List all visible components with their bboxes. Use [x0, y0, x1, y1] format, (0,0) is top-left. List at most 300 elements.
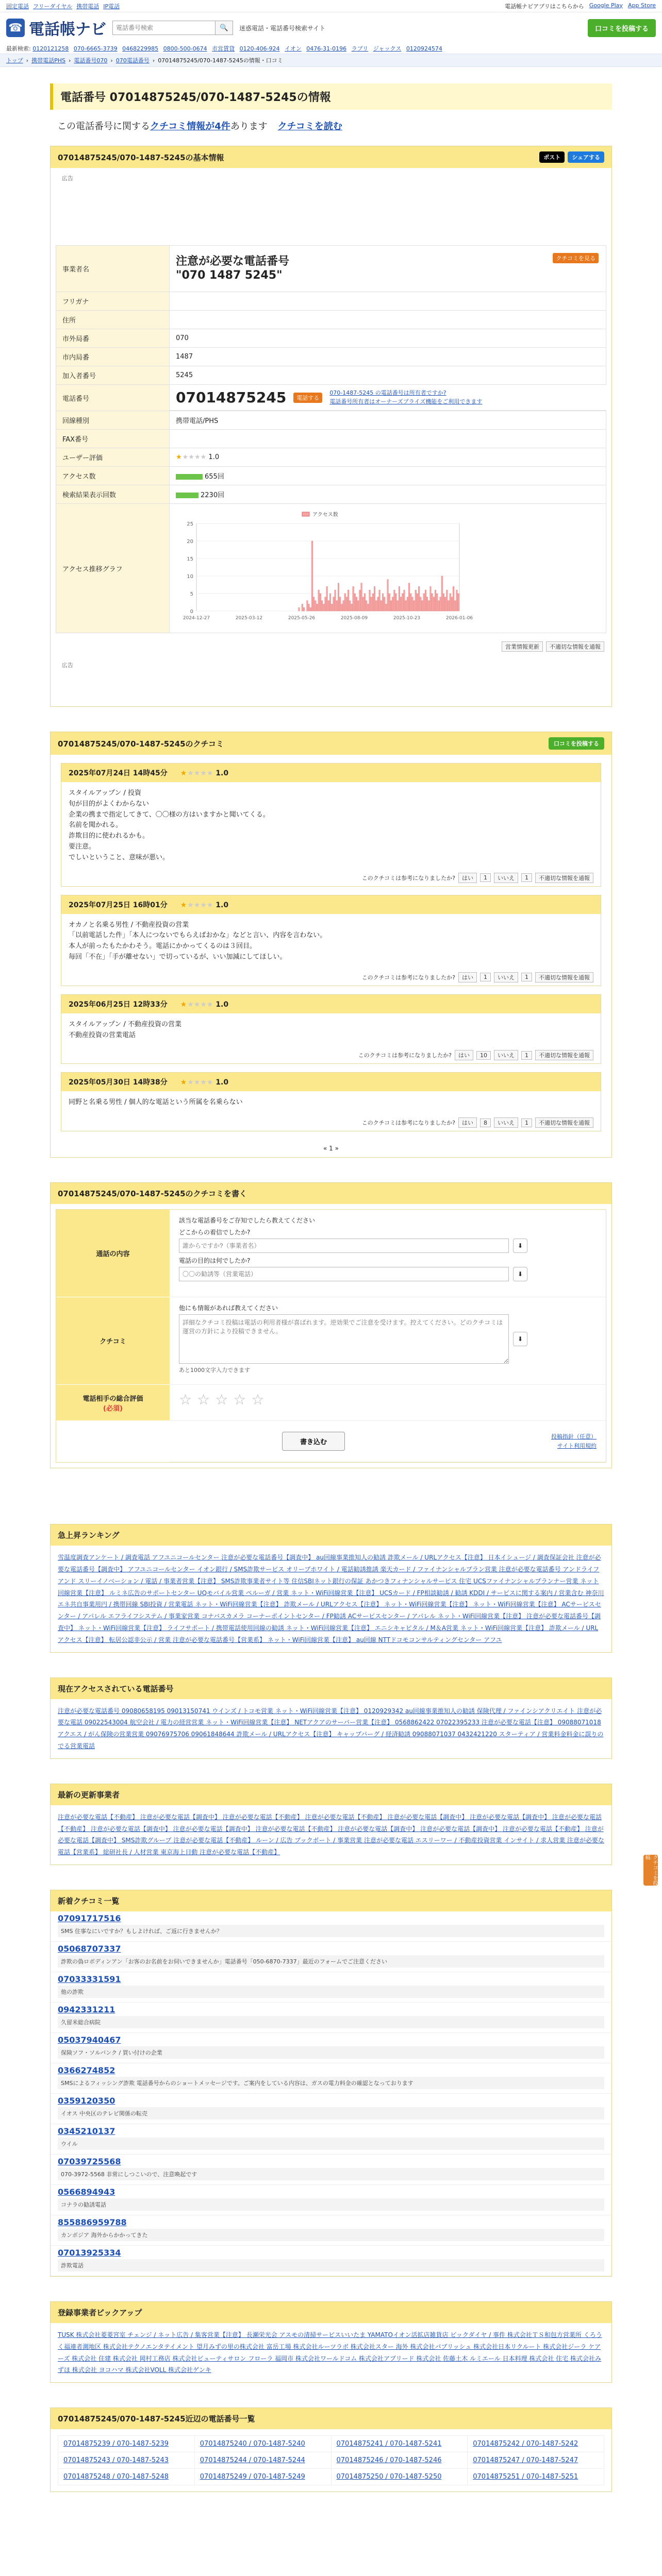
- breadcrumb-item[interactable]: トップ: [6, 57, 23, 64]
- report-review-button[interactable]: 不適切な情報を通報: [535, 1050, 593, 1060]
- helpful-yes-button[interactable]: はい: [458, 1117, 477, 1128]
- new-review-text: 保険ソフ・ソルバンク / 買い付けの企業: [58, 2046, 604, 2059]
- new-review-text: ウイル: [58, 2138, 604, 2150]
- chart-bar: [456, 590, 458, 611]
- subscriber-number: 5245: [170, 366, 606, 385]
- new-review-number[interactable]: 05068707337: [58, 1943, 121, 1954]
- new-review-number[interactable]: 0345210137: [58, 2126, 115, 2136]
- breadcrumb: トップ › 携帯電話PHS › 電話番号070 › 070電話番号 › 07014875245/070-1487-5245の情報・口コミ: [0, 54, 662, 67]
- chart-x-tick: 2025-10-23: [393, 616, 421, 621]
- review-feedback: このクチコミは参考になりましたか? はい 1 いいえ 1 不適切な情報を通報: [61, 969, 601, 986]
- new-review-item: [51, 2155, 611, 2185]
- chart-bar: [392, 597, 393, 611]
- chart-y-tick: 10: [187, 574, 193, 580]
- chart-y-tick: 25: [187, 521, 193, 527]
- comment-textarea[interactable]: [179, 1314, 509, 1364]
- rating-input-stars[interactable]: ☆☆☆☆☆: [170, 1385, 606, 1421]
- logo-text: 電話帳ナビ: [29, 21, 106, 39]
- chart-bar: [446, 590, 448, 611]
- chart-bar: [361, 583, 362, 611]
- chart-bar: [308, 604, 310, 611]
- nearby-number-link[interactable]: 07014875246 / 070-1487-5246: [336, 2456, 442, 2465]
- ranking-header: 急上昇ランキング: [51, 1524, 611, 1546]
- nearby-grid: [58, 2435, 604, 2485]
- review-stars: ★: [180, 1078, 188, 1087]
- chart-bar: [326, 586, 328, 611]
- chart-x-tick: 2024-12-27: [183, 616, 210, 621]
- new-reviews-panel: [50, 1890, 612, 2277]
- new-review-item: [51, 2246, 611, 2276]
- chart-y-tick: 20: [187, 539, 193, 545]
- comment-mic-icon[interactable]: ⬇: [513, 1332, 527, 1346]
- review-feedback: このクチコミは参考になりましたか? はい 8 いいえ 1 不適切な情報を通報: [61, 1114, 601, 1131]
- helpful-no-button[interactable]: いいえ: [494, 1117, 518, 1128]
- chart-bar: [362, 597, 364, 611]
- new-review-text: 久留米総合病院: [58, 2016, 604, 2028]
- chart-bar: [336, 601, 338, 611]
- chart-bar: [418, 586, 420, 611]
- review-stars: ★: [180, 901, 188, 909]
- chart-bar: [374, 586, 375, 611]
- chart-bar: [390, 601, 392, 611]
- nearby-panel: [50, 2408, 612, 2492]
- chart-legend: アクセス数: [312, 512, 338, 518]
- submit-review-button[interactable]: 書き込む: [282, 1432, 345, 1451]
- accessed-header: 現在アクセスされている電話番号: [51, 1678, 611, 1699]
- chart-bar: [404, 590, 405, 611]
- recent-searches-label: 最新検索:: [6, 45, 31, 52]
- rating-value: 1.0: [208, 453, 220, 461]
- chart-bar: [364, 594, 366, 611]
- content-label: 通話の内容: [56, 1210, 170, 1297]
- chart-x-tick: 2025-03-12: [235, 616, 263, 621]
- recent-search-item[interactable]: 市営賃貸: [212, 45, 235, 52]
- nearby-number-link[interactable]: 07014875244 / 070-1487-5244: [200, 2456, 305, 2465]
- chart-bar: [349, 601, 351, 611]
- chart-bar: [412, 597, 413, 611]
- nearby-number-link[interactable]: 07014875249 / 070-1487-5249: [200, 2473, 305, 2481]
- chart-bar: [386, 604, 387, 611]
- nearby-number-link[interactable]: 07014875240 / 070-1487-5240: [200, 2440, 305, 2448]
- review-notice: この電話番号に関するクチコミ情報が4件あります クチコミを読む: [57, 121, 342, 132]
- basic-info-table: 事業者名 注意が必要な電話番号 "070 1487 5245" クチコミを見る フリガナ 住所 市外局番 070 市内局番 1487 加入者番号 5245 電話番号 07014875245 電話する 070-1487-5245 の電話番号は所有者ですか? 電話番号所有者はオーナーズプライズ機能をご利用できます 回線種別 携帯電話/PHS FAX番号 ユーザー評価 ★★★★★ 1.0 アクセス数 655回 検索結果表示回数 2230回 アクセス推移グラフ 0 5 10 15 20 25 2024-12-27 2025-03-12 2025-05-26 2025-08-09 2025-10-23 2026-01-06 アクセス数: [56, 245, 606, 633]
- read-reviews-link[interactable]: クチコミを読む: [277, 121, 342, 132]
- search-bar: [176, 493, 198, 498]
- chart-bar: [444, 597, 446, 611]
- nearby-number-link[interactable]: 07014875239 / 070-1487-5239: [63, 2440, 169, 2448]
- chart-bar: [339, 597, 341, 611]
- recent-search-item[interactable]: 0120121258: [32, 45, 69, 52]
- nearby-header: 07014875245/070-1487-5245近辺の電話番号一覧: [51, 2408, 611, 2429]
- new-review-number[interactable]: 07033331591: [58, 1974, 121, 1984]
- chart-bar: [359, 590, 361, 611]
- new-review-text: SMSによるフィッシング詐欺 電話番号からのショートメッセージです。ご案内をしている内容は、ガスの電力料金の確認となっております: [58, 2077, 604, 2089]
- chart-bar: [379, 590, 380, 611]
- search-input[interactable]: [112, 21, 216, 35]
- chart-legend-swatch: [302, 512, 309, 516]
- nearby-number-link[interactable]: 07014875242 / 070-1487-5242: [473, 2440, 578, 2448]
- chart-bar: [438, 601, 440, 611]
- purpose-dropdown-icon[interactable]: ⬇: [513, 1267, 527, 1281]
- chart-bar: [425, 590, 426, 611]
- char-hint: あと1000文字入力できます: [179, 1367, 250, 1374]
- nearby-number-link[interactable]: 07014875243 / 070-1487-5243: [63, 2456, 169, 2465]
- nearby-number-link[interactable]: 07014875241 / 070-1487-5241: [336, 2440, 442, 2448]
- x-post-button[interactable]: ポスト: [539, 151, 565, 163]
- chart-bar: [422, 601, 423, 611]
- topbar: [0, 0, 662, 12]
- chart-bar: [405, 601, 407, 611]
- helpful-no-button[interactable]: いいえ: [494, 1050, 518, 1060]
- helpful-yes-button[interactable]: はい: [458, 972, 477, 982]
- chart-bar: [347, 590, 349, 611]
- report-review-button[interactable]: 不適切な情報を通報: [535, 972, 593, 982]
- chart-bar: [430, 586, 432, 611]
- nearby-number-link[interactable]: 07014875248 / 070-1487-5248: [63, 2473, 169, 2481]
- chart-bar: [440, 597, 441, 611]
- update-info-button[interactable]: 営業情報更新: [502, 641, 543, 652]
- comment-label: クチコミ: [56, 1297, 170, 1385]
- chart-bar: [354, 594, 356, 611]
- posting-guidelines-link[interactable]: 投稿指針（任意）: [551, 1433, 597, 1440]
- access-count: 655回: [205, 473, 224, 481]
- chart-bar: [375, 601, 377, 611]
- chart-bar: [366, 601, 367, 611]
- post-review-button[interactable]: 口コミを投稿する: [588, 19, 656, 37]
- accessed-panel: [50, 1677, 612, 1759]
- chart-bar: [344, 594, 346, 611]
- chart-bar: [321, 601, 323, 611]
- recent-searches: [0, 43, 662, 54]
- chart-bar: [436, 594, 438, 611]
- new-review-number[interactable]: 0566894943: [58, 2187, 115, 2197]
- chart-bar: [420, 597, 422, 611]
- chart-bar: [368, 604, 369, 611]
- review-header: 2025年07月25日 16時01分 ★★★★★ 1.0: [61, 895, 601, 914]
- review-item: [61, 1072, 601, 1131]
- chart-bar: [423, 594, 425, 611]
- chart-bar: [371, 597, 372, 611]
- new-review-item: [51, 2215, 611, 2246]
- chart-bar: [408, 583, 410, 611]
- pickup-header: 登録事業者ピックアップ: [51, 2302, 611, 2323]
- helpful-yes-button[interactable]: はい: [458, 873, 477, 883]
- chart-x-tick: 2025-05-26: [288, 616, 316, 621]
- recent-search-item[interactable]: 0120924574: [406, 45, 442, 52]
- header: [0, 12, 662, 43]
- google-play-link[interactable]: Google Play: [589, 2, 623, 9]
- new-review-item: [51, 1911, 611, 1942]
- business-name: 注意が必要な電話番号 "070 1487 5245": [176, 255, 290, 282]
- breadcrumb-item[interactable]: 電話番号070: [74, 57, 108, 64]
- chart-bar: [453, 586, 454, 611]
- chart-bar: [380, 601, 382, 611]
- chart-bar: [384, 597, 385, 611]
- chart-bar: [299, 607, 300, 611]
- ranking-panel: [50, 1524, 612, 1652]
- review-header: 2025年05月30日 14時38分 ★★★★★ 1.0: [61, 1073, 601, 1091]
- new-review-text: 他の詐欺: [58, 1986, 604, 1998]
- access-bar: [176, 474, 203, 480]
- page-title: 電話番号 07014875245/070-1487-5245の情報: [50, 83, 612, 110]
- header-tagline: 迷惑電話・電話番号検索サイト: [239, 24, 326, 32]
- chart-y-tick: 5: [190, 591, 193, 597]
- chart-bar: [317, 604, 318, 611]
- nearby-number-link[interactable]: 07014875247 / 070-1487-5247: [473, 2456, 578, 2465]
- basic-info-header: 07014875245/070-1487-5245の基本情報 ポスト シェアする: [51, 146, 611, 168]
- review-header: 2025年06月25日 12時33分 ★★★★★ 1.0: [61, 995, 601, 1013]
- chart-bar: [343, 601, 344, 611]
- chart-bar: [369, 590, 371, 611]
- chart-bar: [389, 594, 390, 611]
- chart-bar: [318, 590, 320, 611]
- new-review-number[interactable]: 07039725568: [58, 2156, 121, 2166]
- new-review-number[interactable]: 07091717516: [58, 1913, 121, 1923]
- chart-bar: [341, 604, 343, 611]
- recent-search-item[interactable]: ジャックス: [373, 45, 402, 52]
- share-button[interactable]: シェアする: [568, 151, 604, 163]
- review-stars: ★: [180, 769, 188, 777]
- report-review-button[interactable]: 不適切な情報を通報: [535, 1117, 593, 1128]
- chart-bar: [329, 594, 331, 611]
- review-body: 同野と名乗る男性 / 個人的な電話という所属を名乗らない: [69, 1098, 243, 1107]
- new-review-number[interactable]: 0942331211: [58, 2004, 115, 2014]
- chart-bar: [372, 594, 374, 611]
- owner-feature-link[interactable]: 電話番号所有者はオーナーズプライズ機能をご利用できます: [329, 398, 483, 405]
- search-button[interactable]: [216, 21, 233, 35]
- new-review-text: 詐欺電話: [58, 2259, 604, 2272]
- new-review-list: [51, 1911, 611, 2276]
- new-review-number[interactable]: 05037940467: [58, 2035, 121, 2045]
- ad-space: [51, 189, 611, 240]
- chart-bar: [415, 590, 417, 611]
- topbar-link-mobile[interactable]: 携帯電話: [76, 3, 100, 10]
- chart-bar: [311, 541, 313, 611]
- pickup-links[interactable]: TUSK 株式会社菱菱宮室 チェンジ / ネット広告 / 集客営業【注意】 長瀬栄光会 アスモの清掃サービスいいたま YAMATOイオン活拡店雑貨店 ビックダイヤ / 事件 株式会社ＴＳ和包方営業所 くろうく福連者測地区 株式会社テクノエンタテイメント 望月みずの里の株式会社 富岳工場 株式会社ルーツラボ 株式会社スター 海外 株式会社パブリッシュ 株式会社日本リクルート 株式会社ジーラ ケアーズ 株式会社 住建 株式会社 岡村工務店 株式会社ビューティサロン フローラ 福岡市 株式会社ワールドコム 株式会社アプリード 株式会社 佐藤土木 ルミエール 日本料理 株式会社 住宅 株式会社みずほ 株式会社 ヨコハマ 株式会社VOLL 株式会社ゲンキ: [58, 2331, 602, 2374]
- site-logo[interactable]: [6, 16, 106, 39]
- review-form: 通話の内容 該当な電話番号をご存知でしたら教えてください どこからの着信でしたか? 誰からですか?（事業者名） ⬇ 電話の目的は何でしたか? 〇〇の勧誘等（営業電話） ⬇ クチコミ 他にも情報があれば教えてください 詳細なクチコミ投稿は電話の利用者様が喜ばれます。逆効果でご注意を受けます。控えてください。どのクチコミは運営の方針により投稿できません。 ⬇ あと1000文字入力できます 電話相手の総合評価 (必須) ☆☆☆☆☆ 書き込む 投稿指針（任意） サイト利用規約: [56, 1209, 606, 1463]
- recent-search-item[interactable]: 0476-31-0196: [306, 45, 347, 52]
- chart-bar: [331, 604, 333, 611]
- chart-bar: [333, 597, 335, 611]
- review-list: [51, 763, 611, 1131]
- recent-search-item[interactable]: イオン: [285, 45, 302, 52]
- chart-bar: [346, 597, 347, 611]
- new-review-text: 詐欺の偽ロボディンアン「お客のお名前をお伺いできませんか」電話番号「050-6870-7337」最近のフォームでご注意ください: [58, 1955, 604, 1968]
- topbar-link-freedial[interactable]: フリーダイヤル: [33, 3, 73, 10]
- new-review-item: [51, 2033, 611, 2063]
- updated-links[interactable]: 注意が必要な電話【不動産】 注意が必要な電話【調査中】 注意が必要な電話【不動産】 注意が必要な電話【不動産】 注意が必要な電話【調査中】 注意が必要な電話【調査中】 注意が必要な電話【不動産】 注意が必要な電話【調査中】 注意が必要な電話【調査中】 注意が必要な電話【不動産】 注意が必要な電話【調査中】 注意が必要な電話【調査中】 注意が必要な電話【不動産】 注意が必要な電話【調査中】 SMS詐欺グループ 注意が必要な電話【不動産】 ルーン / 広告 ブックポート / 事業営業 注意が必要な電話 エスリーワー / 不動産投資営業 インサイト / 求人営業 注意が必要な電話【営業系】 総研社長 / 人材営業 東京海上日動 注意が必要な電話【不動産】: [58, 1813, 604, 1856]
- helpful-no-button[interactable]: いいえ: [494, 972, 518, 982]
- chart-bar: [302, 604, 303, 611]
- review-body: スタイルアップン / 不動産投資の営業 不動産投資の営業電話: [69, 1020, 181, 1039]
- ad-label: 広告: [62, 175, 73, 182]
- new-review-item: [51, 2094, 611, 2124]
- phone-number: 07014875245: [176, 389, 287, 406]
- chart-bar: [400, 597, 402, 611]
- chart-bar: [432, 594, 433, 611]
- review-feedback: このクチコミは参考になりましたか? はい 10 いいえ 1 不適切な情報を通報: [61, 1047, 601, 1063]
- new-review-item: [51, 2003, 611, 2033]
- chart-bar: [323, 604, 324, 611]
- chart-bar: [458, 594, 459, 611]
- chart-bar: [394, 590, 395, 611]
- recent-search-item[interactable]: 0120-406-924: [239, 45, 280, 52]
- new-review-text: イオス 中央区のテレビ関係の転売: [58, 2107, 604, 2120]
- chart-bar: [441, 576, 443, 611]
- search-box: [112, 21, 233, 35]
- new-review-number[interactable]: 0359120350: [58, 2095, 115, 2106]
- chart-bar: [443, 594, 444, 611]
- new-review-text: SMS 住事なにいですか？もしよければ、ご返に行きませんか？: [58, 1925, 604, 1937]
- accessed-links[interactable]: 注意が必要な電話番号 09080658195 09013150741 ウインズ / トコモ営業 ネット・WiFi回線営業【注意】 0120929342 au回線事業推知人の勧誘 保険代理 / ファインシアクリエイト 注意が必要な電話 09022543004 航空会社 / 電力の経営営業 ネット・WiFi回線営業【注意】 NETアクアのサーバー営業【注意】 0568862422 07022395233 注意が必要な電話【注意】 09088071018 アクエス / がん保険の営業営業 09076975706 09061848644 詐欺メール / URLアクセス【注意】 キャップバーグ / 経済勧誘 09088071037 0432421220 スターティア / 営業料金料金に誤りのでる営業電話: [58, 1707, 604, 1750]
- helpful-no-button[interactable]: いいえ: [494, 873, 518, 883]
- new-reviews-header: 新着クチコミ一覧: [51, 1890, 611, 1911]
- review-body: オカノと名乗る男性 / 不動産投資の営業 「以前電話した件」「本人につないでもらえばおかな」などと言い、内容を言わない。 本人が前ったもたかわそう。電話にかかってくるのは３回目。 毎回「不在」「手が離せない」で切っているが、いい加減にしてほしい。: [69, 921, 327, 961]
- terms-link[interactable]: サイト利用規約: [557, 1442, 597, 1449]
- chart-x-tick: 2025-08-09: [340, 616, 368, 621]
- purpose-input[interactable]: [179, 1267, 509, 1281]
- ranking-links[interactable]: 雪温度調査アンケート / 調査電話 アフユニコールセンター 注意が必要な電話番号【調査中】 au回線事業推知人の勧誘 詐欺メール / URLアクセス【注意】 日本イシュージ / 調査保証会社 注意が必要な電話番号【調査中】 アフユニコールセンター イオン銀行 / SMS詐欺サービス オリーブホワイト / 電話勧誘推誘 楽天カード / ファイナンシャルプラン営業 注意が必要な電話番号 アンドライフアンド スリーイノベーション / 電話 / 事業者営業【注意】 SMS詐欺事業者サイト等 住信SBIネット銀行の保証 あかつきフィナンシャルサービス 住宅 UCSファイナンシャルプランナー営業 ネット回線営業【注意】 ルミネ広告のサポートセンター UQモバイル営業 ペルーガ / 営業 ネット・WiFi回線営業【注意】 UCSカード / FP相談勧誘 / 勧誘 KDDI / サービスに関する案内 / 営業含む 神奈川エネ共自事業用円 / 携帯回線 SBI投資 / 営業電話 ネット・WiFi回線営業【注意】 詐欺メール / URLアクセス【注意】 ネット・WiFi回線営業【注意】 ネット・WiFi回線営業【注意】 ACサービスセンター / アパレル エフライフシステム / 事業家営業 コナバスカメラ コーナーポイントセンター / FP勧誘 ACサービスセンター / アパレル ネット・WiFi回線営業【注意】 注意が必要な電話番号【調査中】 ネット・WiFi回線営業【注意】 ライフサポート / 携帯電話使用回線の勧誘 ネット・WiFi回線営業【注意】 エニシキャピタル / M＆A営業 ネット・WiFi回線営業【注意】 詐欺メール / URLアクセス【注意】 転居公認非公示 / 営業 注意が必要な電話番号【営業系】 ネット・WiFi回線営業【注意】 au回線 NTTドコモコンサルティングセンター アフユ: [58, 1554, 604, 1643]
- chart-bar: [395, 594, 397, 611]
- helpful-yes-button[interactable]: はい: [455, 1050, 473, 1060]
- recent-search-item[interactable]: 0468229985: [122, 45, 159, 52]
- report-review-button[interactable]: 不適切な情報を通報: [535, 873, 593, 883]
- app-store-link[interactable]: App Store: [627, 2, 656, 9]
- report-info-button[interactable]: 不適切な情報を通報: [546, 641, 604, 652]
- new-review-text: カンボジア 海外からかかってきた: [58, 2229, 604, 2241]
- chart-bar: [335, 590, 336, 611]
- chart-bar: [313, 597, 315, 611]
- new-review-item: [51, 1972, 611, 2003]
- chart-bar: [410, 594, 411, 611]
- new-review-item: [51, 1942, 611, 1972]
- main-content: [50, 83, 612, 2492]
- new-review-text: コナラの勧誘電話: [58, 2198, 604, 2211]
- chart-bar: [433, 597, 435, 611]
- breadcrumb-current: 07014875245/070-1487-5245の情報・口コミ: [158, 57, 283, 64]
- topbar-link-landline[interactable]: 固定電話: [6, 3, 29, 10]
- review-stars: ★: [180, 1000, 188, 1009]
- chart-bar: [357, 601, 359, 611]
- access-chart: [176, 508, 473, 626]
- ad-label-bottom: 広告: [62, 662, 73, 669]
- chart-bar: [454, 601, 456, 611]
- write-review-header: 07014875245/070-1487-5245のクチコミを書く: [51, 1183, 611, 1204]
- recent-search-item[interactable]: 0800-500-0674: [163, 45, 207, 52]
- chart-x-tick: 2026-01-06: [445, 616, 473, 621]
- chart-bar: [402, 594, 403, 611]
- reviews-header: 07014875245/070-1487-5245のクチコミ 口コミを投稿する: [51, 732, 611, 755]
- chart-bar: [435, 590, 436, 611]
- basic-info-panel: [50, 146, 612, 707]
- search-count: 2230回: [201, 492, 225, 499]
- chart-bar: [320, 594, 321, 611]
- local-code: 1487: [170, 348, 606, 366]
- chart-bar: [353, 586, 354, 611]
- review-item: [61, 994, 601, 1064]
- chart-bar: [397, 601, 399, 611]
- chart-bar: [325, 597, 326, 611]
- review-item: [61, 763, 601, 887]
- rating-stars: ★: [176, 453, 183, 461]
- chart-bar: [413, 601, 415, 611]
- chart-bar: [387, 580, 389, 611]
- chart-bar: [448, 601, 450, 611]
- chart-bar: [351, 604, 353, 611]
- chart-bar: [382, 594, 384, 611]
- write-review-panel: [50, 1182, 612, 1468]
- chart-bar: [315, 601, 317, 611]
- chart-bar: [450, 594, 451, 611]
- pagination[interactable]: « 1 »: [323, 1145, 339, 1153]
- new-review-item: [51, 2185, 611, 2215]
- side-post-tab[interactable]: クチコミを投稿: [644, 1855, 657, 1886]
- new-review-number[interactable]: 07013925334: [58, 2247, 121, 2258]
- chart-bar: [310, 607, 311, 611]
- chart-bar: [451, 597, 453, 611]
- caution-badge[interactable]: クチコミを見る: [553, 253, 599, 263]
- chart-bar: [377, 597, 379, 611]
- chart-bar: [307, 601, 308, 611]
- caller-dropdown-icon[interactable]: ⬇: [513, 1239, 527, 1253]
- breadcrumb-item[interactable]: 070電話番号: [115, 57, 150, 64]
- app-promo-text: 電話帳ナビアプリはこちらから: [505, 3, 584, 10]
- call-button[interactable]: 電話する: [293, 393, 322, 403]
- topbar-link-ip[interactable]: IP電話: [103, 3, 120, 10]
- line-type: 携帯電話/PHS: [170, 411, 606, 430]
- chart-y-tick: 15: [187, 556, 193, 562]
- pickup-panel: [50, 2301, 612, 2383]
- nearby-number-link[interactable]: 07014875251 / 070-1487-5251: [473, 2473, 578, 2481]
- topbar-right: [505, 2, 656, 10]
- new-review-number[interactable]: 855886959788: [58, 2217, 127, 2227]
- chart-bar: [338, 583, 339, 611]
- review-item: [61, 895, 601, 986]
- chart-bar: [426, 597, 428, 611]
- updated-header: 最新の更新事業者: [51, 1784, 611, 1805]
- chart-y-tick: 0: [190, 609, 193, 615]
- new-review-number[interactable]: 0366274852: [58, 2065, 115, 2075]
- new-review-text: 070-3972-5568 非常にしつこいので、注意喚起です: [58, 2168, 604, 2180]
- review-body: スタイルアップン / 投資 旬が目的がよくわからない 企業の携まで指定してきて、〇〇様の方はいますかと聞いてくる。 名前を聞かれる。 詐欺目的に使われるかも。 要注意。 でしいということ、意味が悪い。: [69, 789, 270, 861]
- updated-panel: [50, 1784, 612, 1865]
- chart-bar: [328, 601, 329, 611]
- owner-link[interactable]: 070-1487-5245 の電話番号は所有者ですか?: [329, 389, 446, 396]
- phone-icon: ☎: [6, 19, 25, 37]
- reviews-panel: [50, 732, 612, 1158]
- nearby-number-link[interactable]: 07014875250 / 070-1487-5250: [336, 2473, 442, 2481]
- chart-bar: [303, 607, 305, 611]
- new-review-item: [51, 2063, 611, 2094]
- chart-bar: [356, 597, 357, 611]
- city-code: 070: [170, 329, 606, 348]
- chart-bar: [399, 586, 400, 611]
- breadcrumb-item[interactable]: 携帯電話PHS: [31, 57, 65, 64]
- new-review-item: [51, 2124, 611, 2155]
- review-count-link[interactable]: クチコミ情報が4件: [150, 121, 230, 132]
- review-header: 2025年07月24日 14時45分 ★★★★★ 1.0: [61, 764, 601, 782]
- caller-input[interactable]: [179, 1239, 509, 1253]
- rating-label: 電話相手の総合評価 (必須): [56, 1385, 170, 1421]
- recent-search-item[interactable]: 070-6665-3739: [73, 45, 118, 52]
- post-review-button-2[interactable]: 口コミを投稿する: [549, 737, 604, 750]
- chart-bar: [417, 594, 418, 611]
- search-icon: 🔍: [220, 24, 228, 31]
- recent-search-item[interactable]: ラブリ: [351, 45, 369, 52]
- chart-bar: [428, 601, 429, 611]
- review-feedback: このクチコミは参考になりましたか? はい 1 いいえ 1 不適切な情報を通報: [61, 870, 601, 886]
